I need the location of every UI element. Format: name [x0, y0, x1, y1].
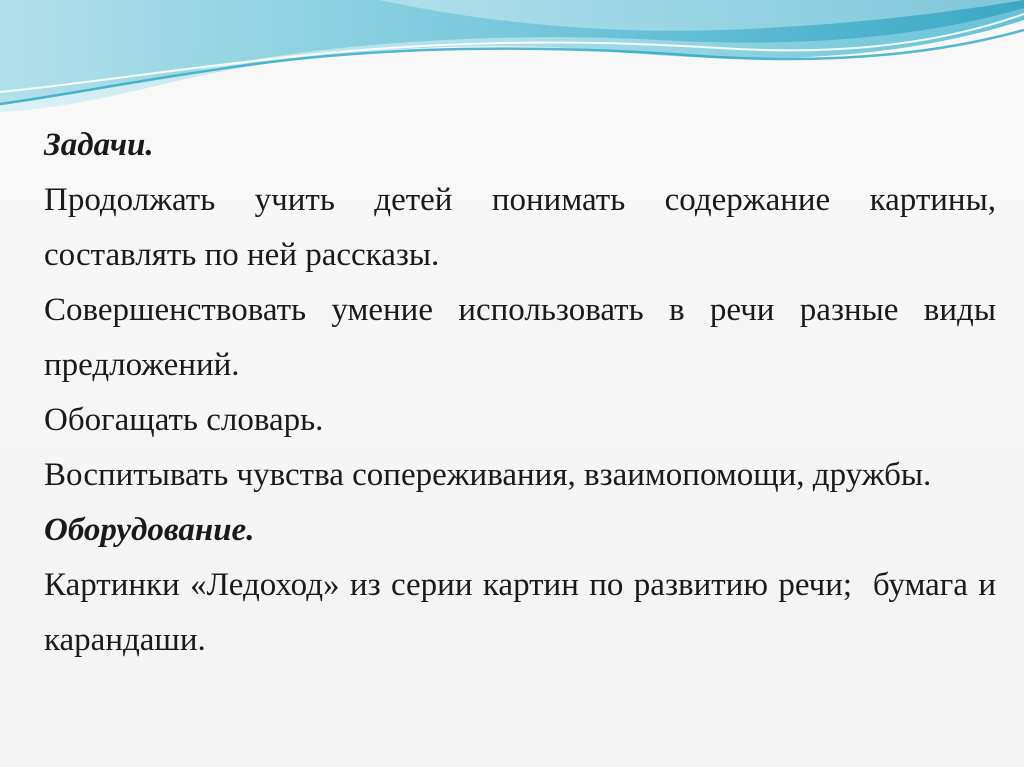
task-item: Обогащать словарь.	[44, 402, 324, 438]
wave-decoration	[0, 0, 1024, 125]
slide-content	[44, 118, 1005, 668]
tasks-heading: Задачи.	[44, 127, 154, 163]
equipment-heading: Оборудование.	[44, 512, 255, 548]
task-item: Совершенствовать умение использовать в речи разные виды предложений.	[44, 292, 996, 383]
equipment-text: Картинки «Ледоход» из серии картин по развитию речи; бумага и карандаши.	[44, 567, 1005, 658]
task-item: Продолжать учить детей понимать содержание картины, составлять по ней рассказы.	[44, 182, 996, 273]
task-item: Воспитывать чувства сопереживания, взаимопомощи, дружбы.	[44, 457, 932, 493]
